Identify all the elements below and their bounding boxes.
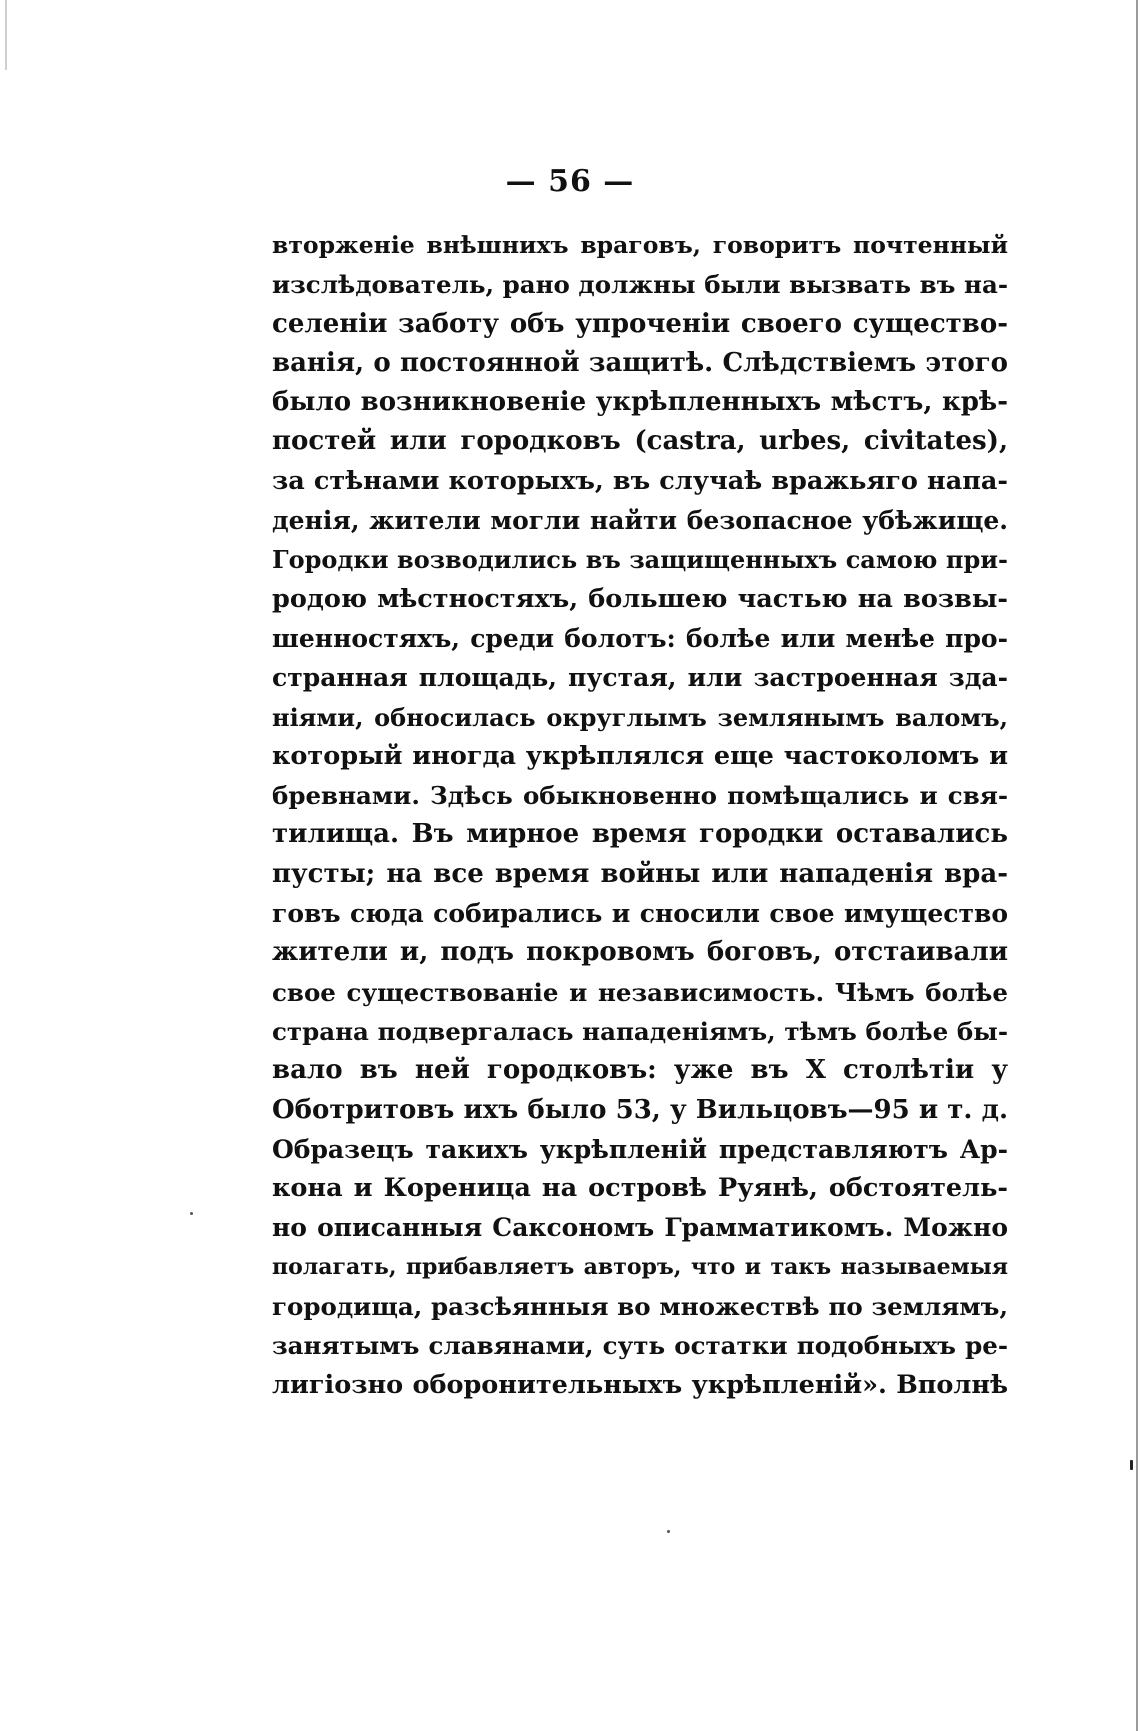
text-line: шенностяхъ, среди болотъ: болѣе или менѣе про- — [272, 623, 1008, 653]
text-line: за стѣнами которыхъ, въ случаѣ вражьяго напа- — [272, 465, 1008, 496]
text-line: пусты; на все время войны или нападенія вра- — [272, 858, 1008, 889]
scan-speck — [1130, 1460, 1133, 1470]
scan-speck — [667, 1530, 670, 1533]
text-line: Городки возводились въ защищенныхъ самою при- — [272, 545, 1008, 575]
text-line: ніями, обносилась округлымъ землянымъ валомъ, — [272, 702, 1008, 732]
text-line: было возникновеніе укрѣпленныхъ мѣстъ, крѣ- — [272, 387, 1008, 418]
text-line: бревнами. Здѣсь обыкновенно помѣщались и свя- — [272, 781, 1008, 811]
text-line: кона и Кореница на островѣ Руянѣ, обстоятель- — [272, 1173, 1008, 1204]
text-line: страна подвергалась нападеніямъ, тѣмъ болѣе бы- — [272, 1016, 1008, 1046]
text-line: который иногда укрѣплялся еще частоколомъ и — [272, 740, 1008, 771]
text-line: занятымъ славянами, суть остатки подобныхъ ре- — [272, 1331, 1008, 1361]
body-text — [272, 226, 1008, 1405]
text-line: лигіозно оборонительныхъ укрѣпленій». Вполнѣ — [272, 1369, 1008, 1400]
text-line: Образецъ такихъ укрѣпленій представляютъ Ар- — [272, 1134, 1008, 1164]
text-line: жители и, подъ покровомъ боговъ, отстаивали — [272, 937, 1008, 968]
text-line: говъ сюда собирались и сносили свое имущество — [272, 899, 1008, 929]
text-line: родою мѣстностяхъ, большею частью на возвы- — [272, 583, 1008, 614]
text-line: свое существованіе и независимость. Чѣмъ болѣе — [272, 977, 1008, 1007]
text-line: селеніи заботу объ упроченіи своего существо- — [272, 308, 1008, 339]
text-line: денія, жители могли найти безопасное убѣжище. — [272, 506, 1008, 536]
text-line: но описанныя Саксономъ Грамматикомъ. Можно — [272, 1213, 1008, 1243]
text-line: Оботритовъ ихъ было 53, у Вильцовъ—95 и т. д. — [272, 1094, 1008, 1125]
scan-speck — [190, 1212, 193, 1215]
text-line: городища, разсѣянныя во множествѣ по землямъ, — [272, 1292, 1008, 1322]
text-line: изслѣдователь, рано должны были вызвать въ на- — [272, 270, 1008, 300]
text-line: полагать, прибавляетъ авторъ, что и такъ называемыя — [272, 1253, 1008, 1280]
scan-edge-left — [5, 0, 7, 70]
text-line: вало въ ней городковъ: уже въ X столѣтіи у — [272, 1055, 1008, 1086]
text-line: странная площадь, пустая, или застроенная зда- — [272, 663, 1008, 693]
text-line: постей или городковъ (castra, urbes, civitates), — [272, 426, 1008, 457]
text-line: тилища. Въ мирное время городки оставались — [272, 819, 1008, 850]
page-number: — 56 — — [505, 164, 635, 199]
text-line: ванія, о постоянной защитѣ. Слѣдствіемъ этого — [272, 347, 1008, 378]
text-line: вторженіе внѣшнихъ враговъ, говоритъ почтенный — [272, 231, 1008, 259]
scan-edge-right — [1136, 0, 1138, 1731]
